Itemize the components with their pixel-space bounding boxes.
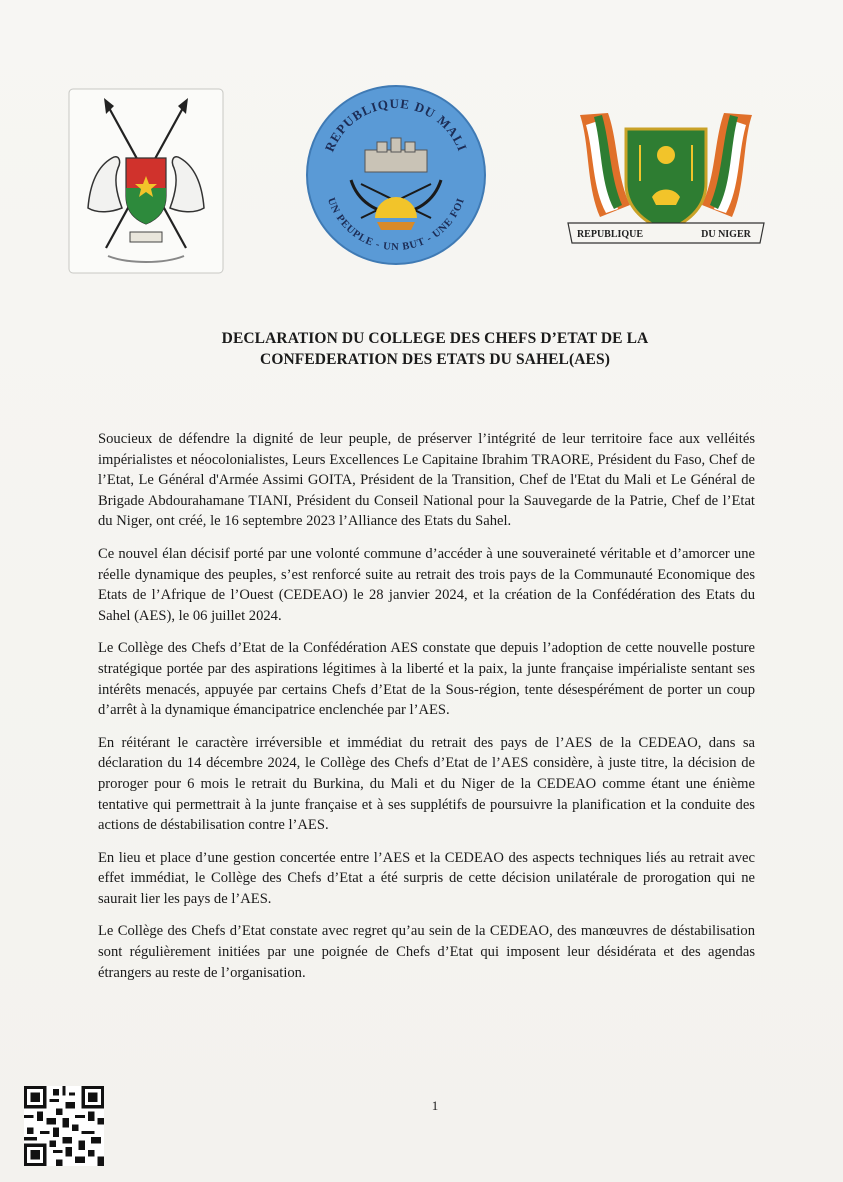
burkina-faso-coat-of-arms-icon <box>68 88 224 274</box>
qr-code-icon[interactable] <box>24 1086 104 1166</box>
mali-seal-bottom-text: UN PEUPLE - UN BUT - UNE FOI <box>324 196 467 254</box>
paragraph-5: En lieu et place d’une gestion concertée entre l’AES et la CEDEAO des aspects techniques liés au retrait avec effet immédiat, le Collège des Chefs d’Etat a été surpris de cette décision unilatérale de prorogation qui ne saurait lier les pays de l’AES. <box>98 849 755 907</box>
paragraph-3: Le Collège des Chefs d’Etat de la Confédération AES constate que depuis l’adoption de cette nouvelle posture stratégique portée par des aspirations légitimes à la liberté et la paix, la junte française impérialiste sentant ses intérêts menacés, appuyée par certains Chefs d’Etat de la Sous-région, tente désespérément de porter un coup d’arrêt à la dynamique émancipatrice enclenchée par l’AES. <box>98 640 755 719</box>
paragraph-1: Soucieux de défendre la dignité de leur peuple, de préserver l’intégrité de leur territoire face aux velléités impérialistes et néocolonialistes, Leurs Excellences Le Capitaine Ibrahim TRAORE, Président du Faso, Chef de l’Etat, Le Général d'Armée Assimi GOITA, Président de la Transition, Chef de l'Etat du Mali et Le Général de Brigade Abdourahamane TIANI, Président du Conseil National pour la Sauvegarde de la Patrie, Chef de l’Etat du Niger, ont créé, le 16 septembre 2023 l’Alliance des Etats du Sahel. <box>98 431 755 530</box>
niger-coat-of-arms-icon <box>560 105 772 255</box>
document-title <box>90 328 780 370</box>
paragraph-6: Le Collège des Chefs d’Etat constate avec regret qu’au sein de la CEDEAO, des manœuvres de déstabilisation sont régulièrement initiées par une poignée de Chefs d’Etat qui imposent leur désidérata et des agendas étrangers au reste de l’organisation. <box>98 923 755 981</box>
document-body <box>98 429 755 995</box>
paragraph-2: Ce nouvel élan décisif porté par une volonté commune d’accéder à une souveraineté véritable et d’amorcer une réelle dynamique des peuples, s’est renforcé suite au retrait des trois pays de la Communauté Economique des Etats de l’Afrique de l’Ouest (CEDEAO) le 28 janvier 2024, et la création de la Confédération des Etats du Sahel (AES), le 06 juillet 2024. <box>98 545 755 624</box>
niger-ribbon-left-text: REPUBLIQUE <box>576 229 644 240</box>
title-line-2: CONFEDERATION DES ETATS DU SAHEL(AES) <box>260 351 610 368</box>
mali-seal-icon <box>305 84 487 266</box>
page-number: 1 <box>431 1098 439 1113</box>
paragraph-4: En réitérant le caractère irréversible et immédiat du retrait des pays de l’AES de la CEDEAO, dans sa déclaration du 14 décembre 2024, le Collège des Chefs d’Etat de l’AES considère, à juste titre, la décision de proroger pour 6 mois le retrait du Burkina, du Mali et du Niger de la CEDEAO comme étant une énième tentative qui permettrait à la junte française et à ses supplétifs de poursuivre la planification et la conduite des actions de déstabilisation contre l’AES. <box>98 734 755 834</box>
niger-ribbon-right-text: DU NIGER <box>701 229 751 240</box>
title-line-1: DECLARATION DU COLLEGE DES CHEFS D’ETAT DE LA <box>221 330 649 347</box>
mali-seal-top-text: REPUBLIQUE DU MALI <box>321 95 471 154</box>
